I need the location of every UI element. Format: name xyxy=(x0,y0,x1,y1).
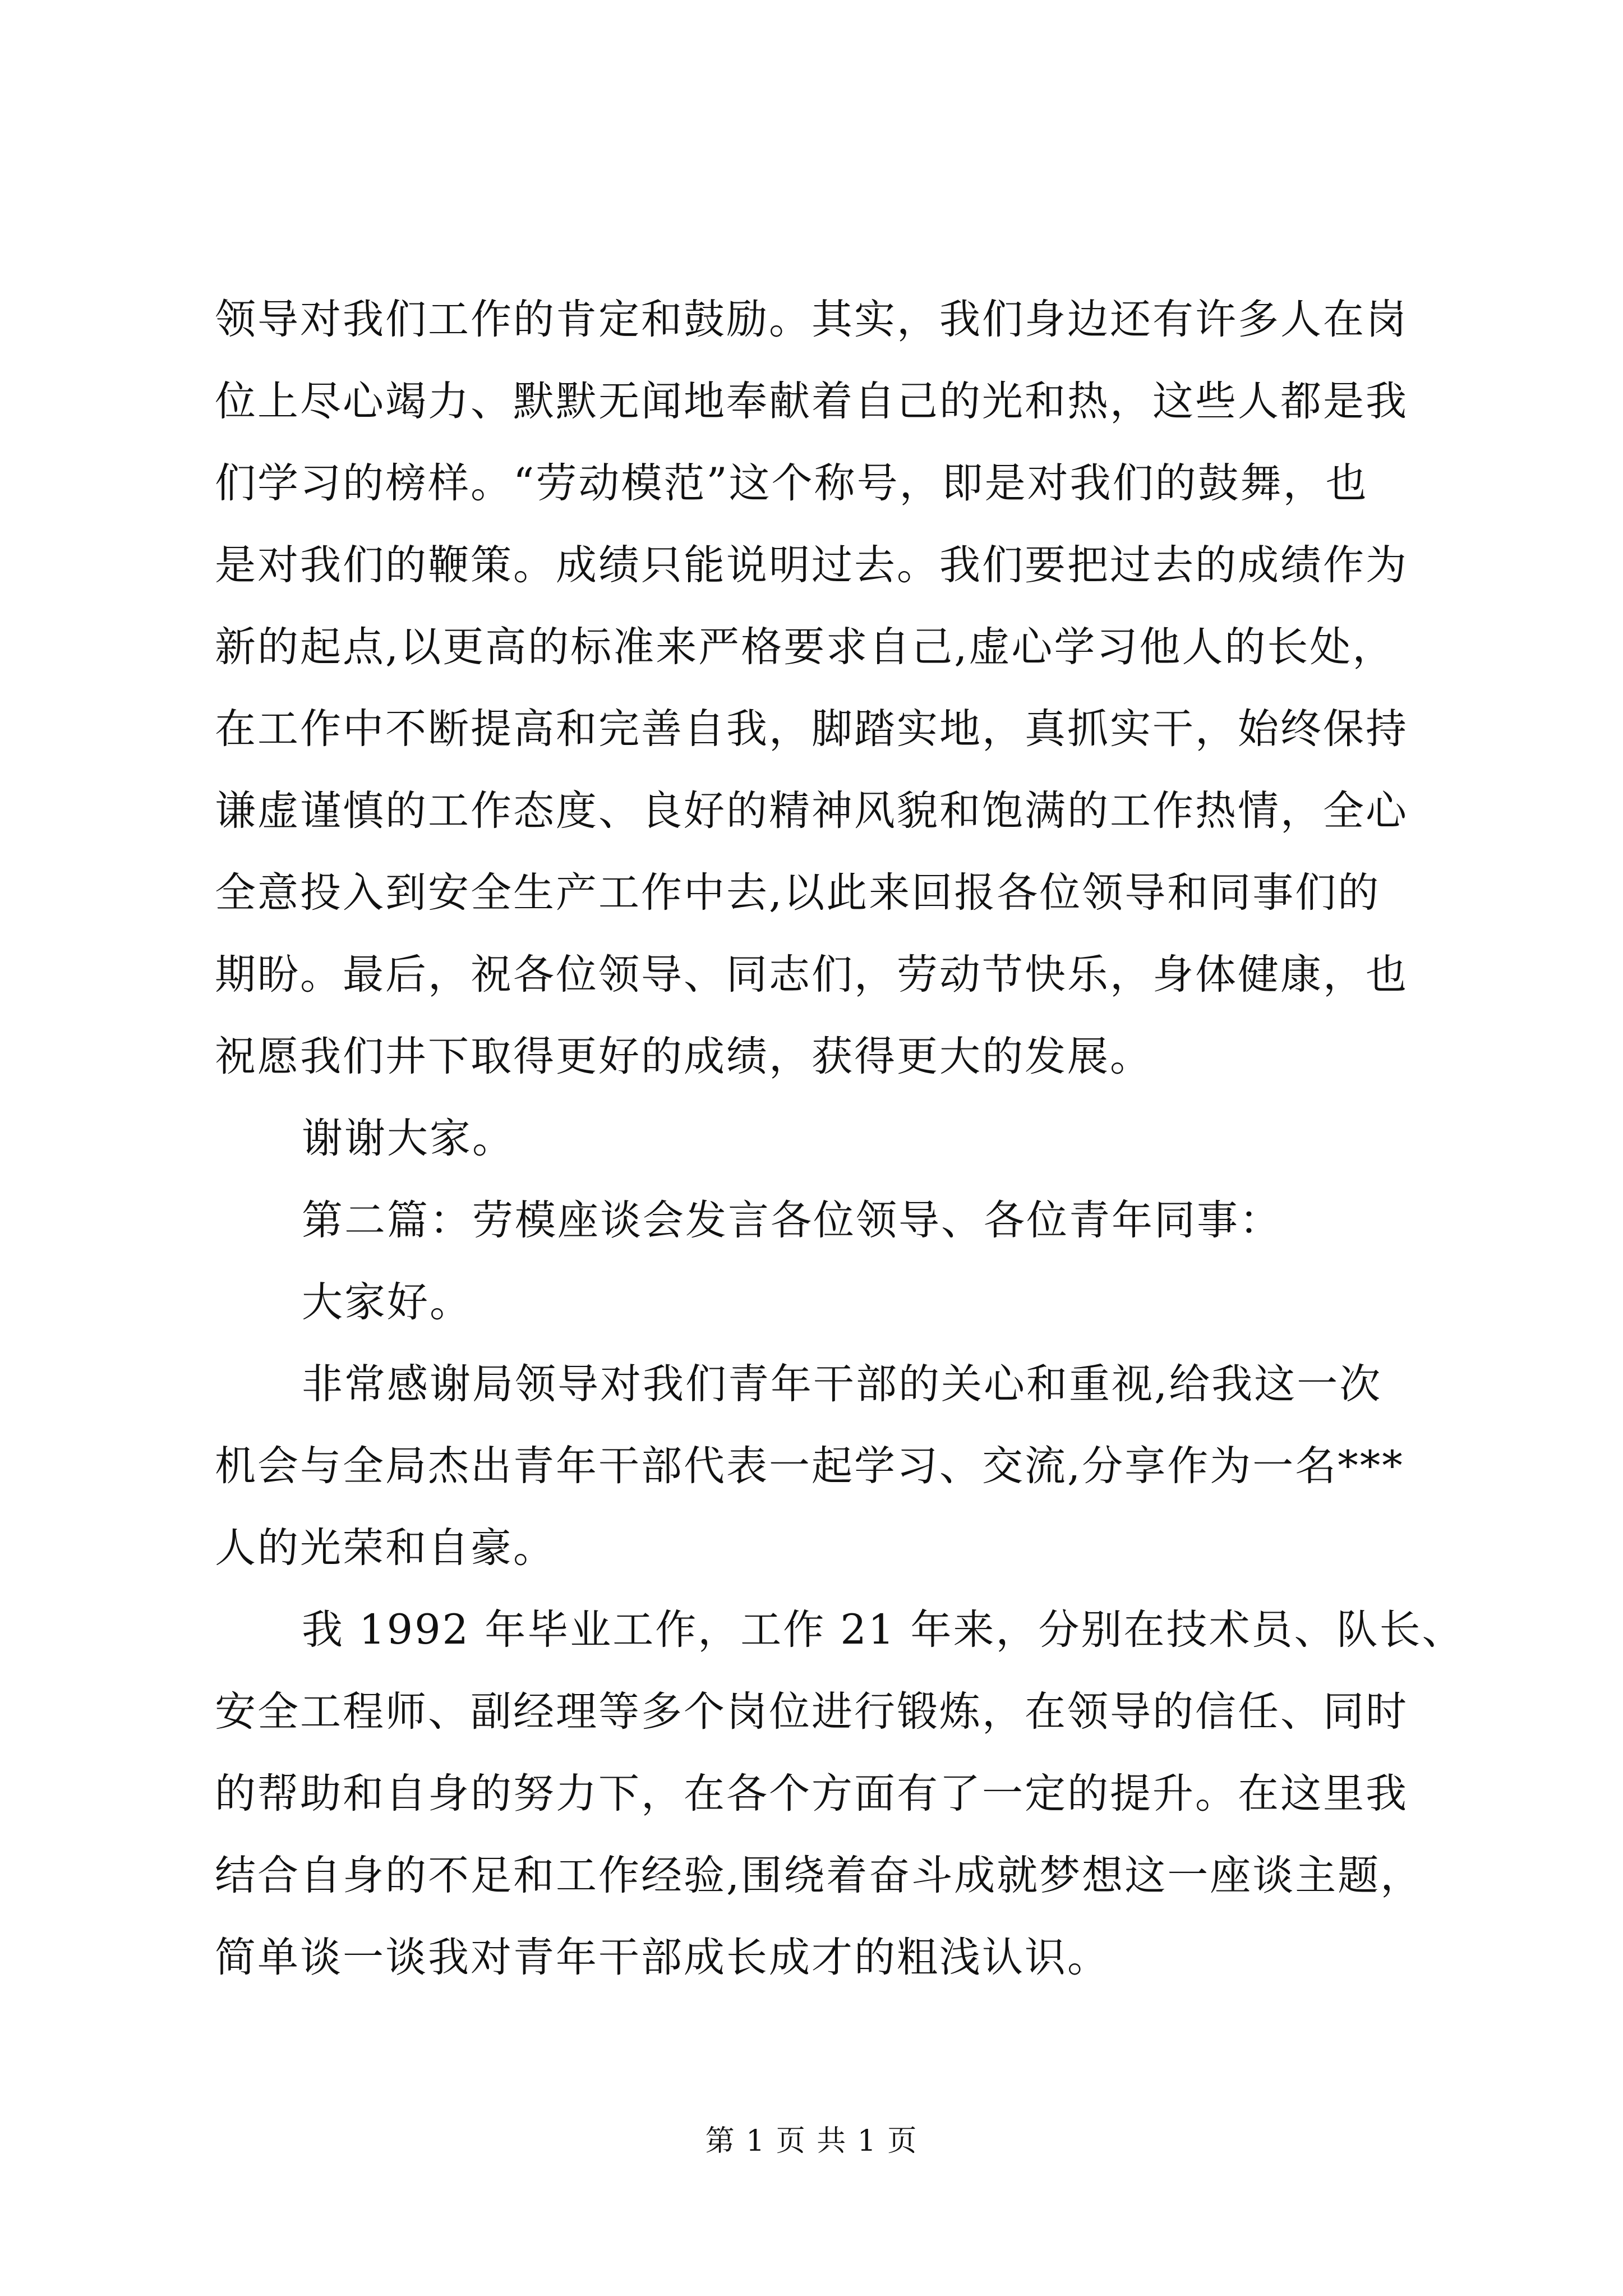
text-line: 谦虚谨慎的工作态度、良好的精神风貌和饱满的工作热情，全心 xyxy=(215,787,1408,835)
text-line: 是对我们的鞭策。成绩只能说明过去。我们要把过去的成绩作为 xyxy=(215,541,1408,589)
text-line: 人的光荣和自豪。 xyxy=(215,1524,556,1572)
text-line: 们学习的榜样。“劳动模范”这个称号，即是对我们的鼓舞，也 xyxy=(215,459,1368,507)
text-line: 领导对我们工作的肯定和鼓励。其实，我们身边还有许多人在岗 xyxy=(215,296,1408,343)
paragraph-thanks: 谢谢大家。 xyxy=(302,1115,515,1162)
text-line: 的帮助和自身的努力下，在各个方面有了一定的提升。在这里我 xyxy=(215,1770,1408,1818)
greeting-line: 大家好。 xyxy=(302,1278,472,1326)
text-line: 简单谈一谈我对青年干部成长成才的粗浅认识。 xyxy=(215,1934,1110,1981)
text-line: 新的起点,以更高的标准来严格要求自己,虚心学习他人的长处， xyxy=(215,623,1395,671)
text-line: 祝愿我们井下取得更好的成绩，获得更大的发展。 xyxy=(215,1033,1152,1080)
text-line: 全意投入到安全生产工作中去,以此来回报各位领导和同事们的 xyxy=(215,869,1381,917)
text-line: 位上尽心竭力、默默无闻地奉献着自己的光和热，这些人都是我 xyxy=(215,378,1408,425)
section-heading: 第二篇：劳模座谈会发言各位领导、各位青年同事： xyxy=(302,1197,1282,1244)
text-line: 期盼。最后，祝各位领导、同志们，劳动节快乐，身体健康，也 xyxy=(215,951,1408,999)
page-footer xyxy=(0,2122,1623,2161)
text-line: 结合自身的不足和工作经验,围绕着奋斗成就梦想这一座谈主题， xyxy=(215,1852,1423,1899)
page-number-label: 第 1 页 共 1 页 xyxy=(705,2124,918,2158)
text-line: 我 1992 年毕业工作，工作 21 年来，分别在技术员、队长、 xyxy=(302,1606,1465,1654)
text-line: 机会与全局杰出青年干部代表一起学习、交流,分享作为一名*** xyxy=(215,1442,1404,1490)
text-line: 安全工程师、副经理等多个岗位进行锻炼，在领导的信任、同时 xyxy=(215,1688,1408,1736)
text-line: 在工作中不断提高和完善自我，脚踏实地，真抓实干，始终保持 xyxy=(215,705,1408,753)
document-body xyxy=(215,279,1465,1999)
text-line: 非常感谢局领导对我们青年干部的关心和重视,给我这一次 xyxy=(302,1360,1382,1408)
